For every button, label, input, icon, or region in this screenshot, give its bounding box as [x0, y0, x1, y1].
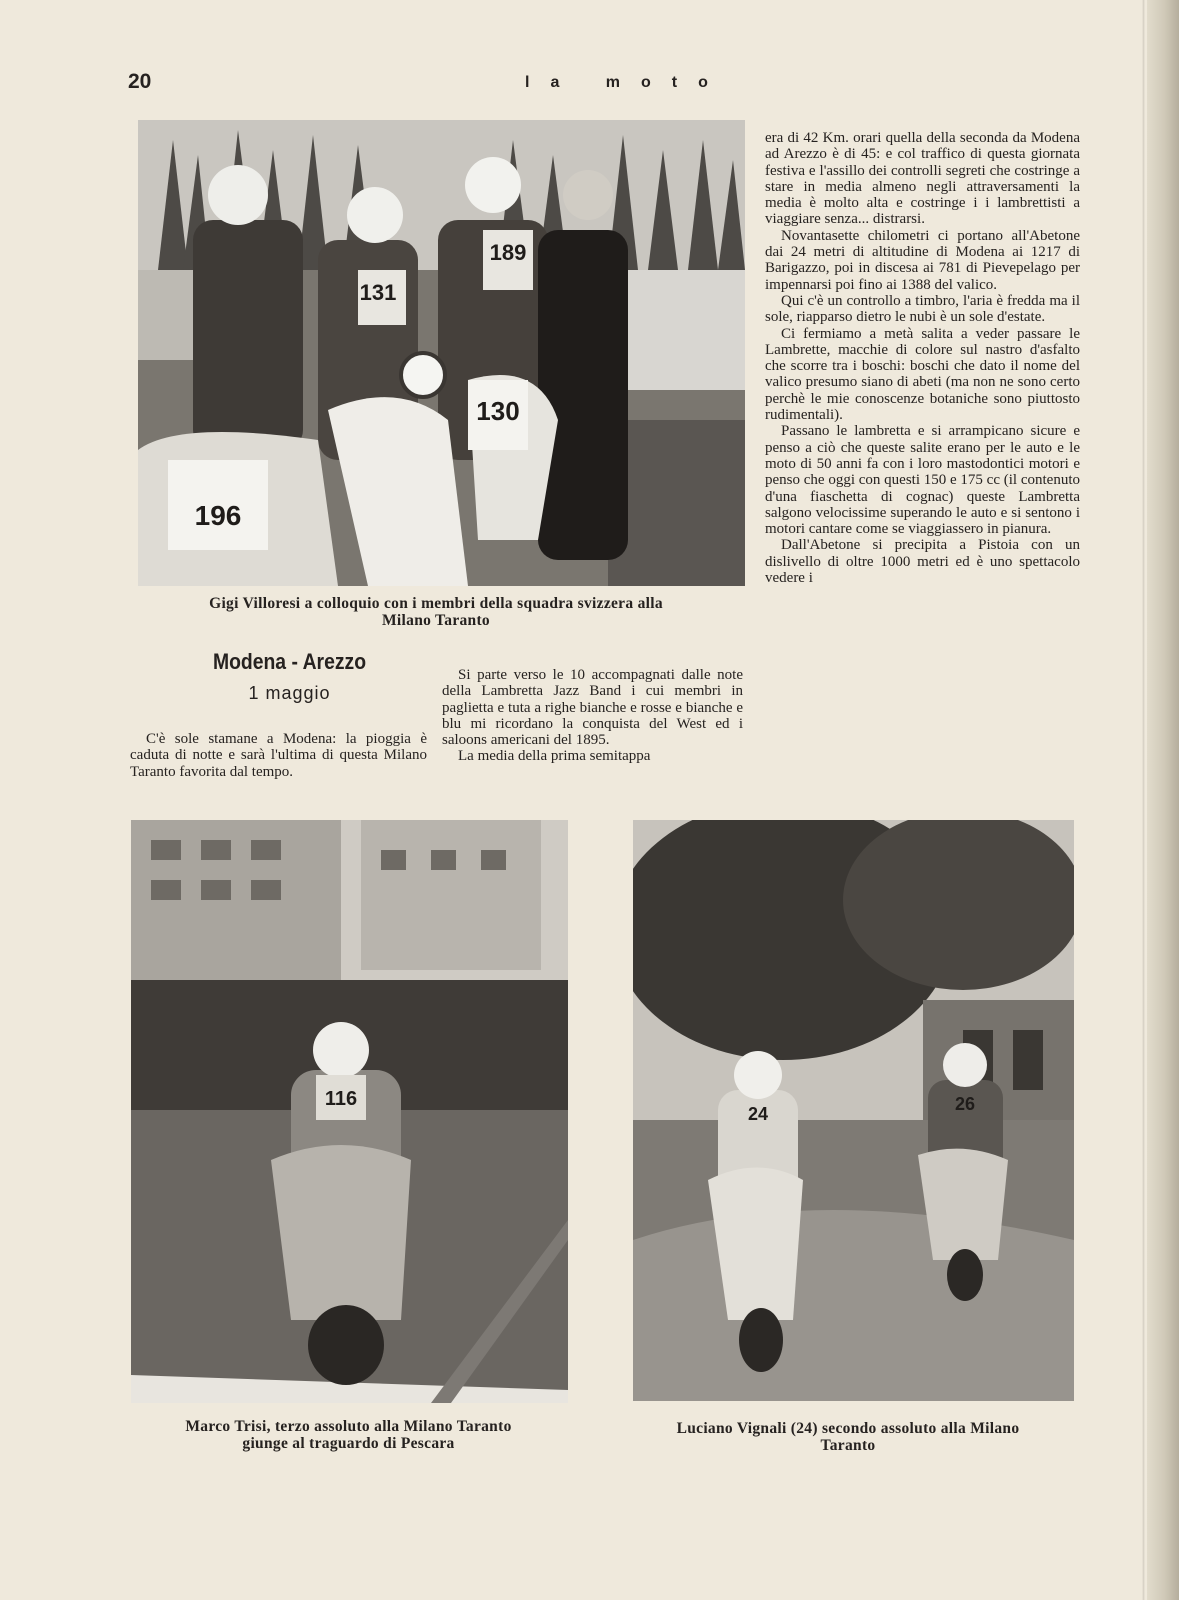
article-column-1 [130, 731, 427, 780]
caption-bottom-right-line-1: Luciano Vignali (24) secondo assoluto alla Milano [676, 1420, 1020, 1437]
paragraph: Qui c'è un controllo a timbro, l'aria è fredda ma il sole, riapparso dietro le nubi è un sole d'estate. [765, 292, 1080, 326]
article-column-3 [765, 130, 1080, 586]
caption-bottom-right-line-2: Taranto [820, 1437, 876, 1454]
photo-two-riders-under-trees-icon [633, 820, 1074, 1401]
bib-number: 24 [747, 1104, 769, 1124]
photo-top [138, 120, 745, 586]
paragraph: La media della prima semitappa [458, 748, 651, 765]
page-number: 20 [128, 70, 152, 93]
section-title: Modena - Arezzo [212, 649, 367, 674]
caption-bottom-right [624, 1420, 1072, 1454]
caption-top [128, 595, 744, 629]
bib-number: 130 [476, 396, 520, 426]
caption-bottom-left-line-2: giunge al traguardo di Pescara [242, 1435, 455, 1452]
paragraph: Ci fermiamo a metà salita a veder passare le Lambrette, macchie di colore sul nastro d'asfalto che scorre tra i boschi: boschi che dato il nome del valico presumo siano di abeti (ma non ne sono certo perchè le mie conoscenze botaniche sono piuttosto rudimentali). [765, 325, 1080, 424]
page-gutter-line [1142, 0, 1145, 1600]
paragraph: C'è sole stamane a Modena: la pioggia è caduta di notte e sarà l'ultima di questa Milano Taranto favorita dal tempo. [130, 731, 427, 780]
article-column-2 [442, 667, 743, 765]
bib-number: 26 [954, 1094, 976, 1114]
page-spine-shadow [1147, 0, 1179, 1600]
caption-top-line-2: Milano Taranto [382, 612, 490, 629]
photo-rider-on-street-icon [131, 820, 568, 1403]
paragraph: Passano le lambretta e si arrampicano sicure e penso a ciò che queste salite erano per le auto e le moto di 50 anni fa con i loro mastodontici motori e penso che oggi con questi 150 e 175 cc (il contenuto d'una fiaschetta di cognac) queste Lambretta salgono velocissime superando le auto e si sentono i motori cantare come se viaggiassero in pianura. [765, 423, 1080, 538]
paragraph: Si parte verso le 10 accompagnati dalle note della Lambretta Jazz Band i cui membri in paglietta e tuta a righe bianche e rosse e bianche e blu mi ricordano la conquista del West ed i saloons americani del 1895. [442, 667, 743, 749]
paragraph: era di 42 Km. orari quella della seconda da Modena ad Arezzo è di 45: e col traffico di questa giornata festiva e l'assillo dei controlli segreti che costringe a stare in media almeno negli attraversamenti la media è molto alta e costringe i i lambrettisti a viaggiare senza... distrarsi. [765, 130, 1080, 228]
photo-riders-with-official-icon [138, 120, 745, 586]
bib-number: 131 [359, 280, 397, 305]
bib-number: 189 [489, 240, 527, 265]
bib-number: 196 [194, 500, 242, 531]
bib-number: 116 [324, 1088, 358, 1110]
paragraph: Novantasette chilometri ci portano all'Abetone dai 24 metri di altitudine di Modena ai 1217 di Barigazzo, poi in discesa ai 781 di Pievepelago per impennarsi poi fino ai 1388 del valico. [765, 227, 1080, 293]
photo-bottom-right [633, 820, 1074, 1401]
caption-top-line-1: Gigi Villoresi a colloquio con i membri della squadra svizzera alla [209, 595, 663, 612]
caption-bottom-left-line-1: Marco Trisi, terzo assoluto alla Milano Taranto [185, 1418, 512, 1435]
caption-bottom-left [130, 1418, 567, 1452]
paragraph: Dall'Abetone si precipita a Pistoia con un dislivello di oltre 1000 metri ed è uno spettacolo vedere i [765, 537, 1080, 587]
photo-bottom-left [131, 820, 568, 1403]
running-head: la moto [525, 74, 729, 91]
section-subtitle: 1 maggio [248, 683, 331, 703]
